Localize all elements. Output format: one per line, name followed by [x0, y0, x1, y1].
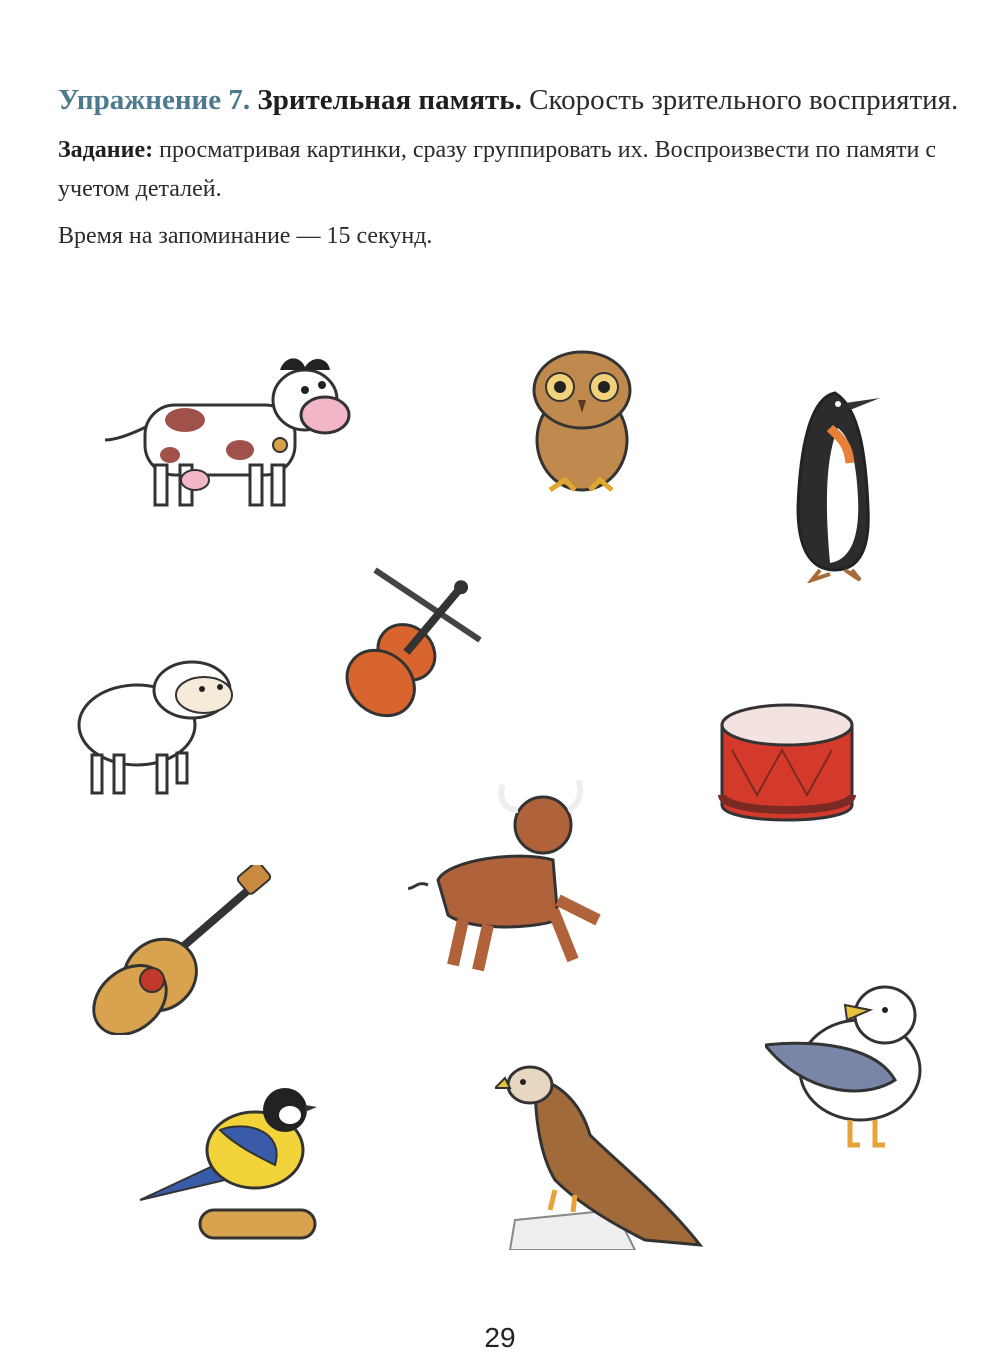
- penguin-icon: [790, 388, 885, 583]
- exercise-text: [58, 78, 963, 256]
- exercise-label: Упражнение 7.: [58, 84, 251, 116]
- task-text: просматривая картинки, сразу группировать их. Воспроизвести по памяти с учетом деталей.: [58, 137, 936, 202]
- task-label: Задание:: [58, 137, 154, 163]
- exercise-title: Зрительная память.: [257, 84, 522, 116]
- owl-icon: [520, 345, 650, 500]
- hawk-icon: [495, 1060, 705, 1250]
- time-note: Время на запоминание — 15 секунд.: [58, 223, 433, 249]
- seagull-icon: [765, 985, 925, 1155]
- drum-icon: [712, 695, 862, 835]
- exercise-subtitle: Скорость зрительного восприятия.: [529, 84, 959, 116]
- titmouse-icon: [135, 1085, 325, 1245]
- cow-icon: [100, 345, 355, 515]
- violin-icon: [305, 550, 485, 720]
- exercise-heading: [58, 78, 963, 123]
- task-paragraph: [58, 131, 963, 209]
- page-number: 29: [484, 1322, 516, 1353]
- bull-icon: [408, 780, 608, 975]
- sheep-icon: [72, 645, 237, 800]
- guitar-icon: [90, 865, 275, 1035]
